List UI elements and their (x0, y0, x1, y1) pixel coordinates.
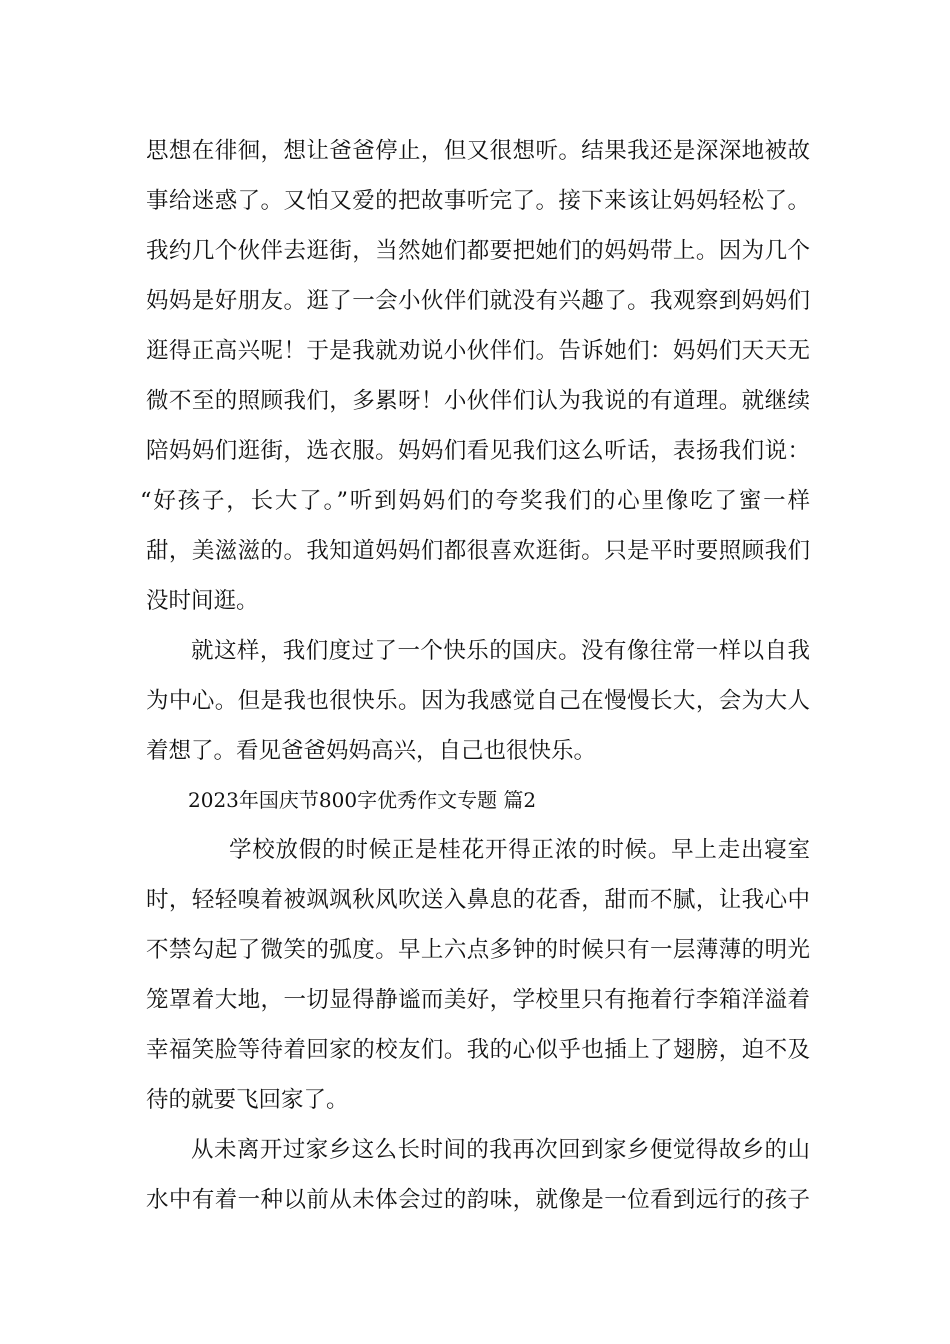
text-line: 微不至的照顾我们，多累呀！小伙伴们认为我说的有道理。就继续 (146, 388, 810, 414)
section-heading: 2023年国庆节800字优秀作文专题 篇2 (188, 788, 537, 812)
text-line: 待的就要飞回家了。 (146, 1087, 349, 1113)
paragraph-first-line: 从未离开过家乡这么长时间的我再次回到家乡便觉得故乡的山 (191, 1137, 810, 1163)
text-line: 妈妈是好朋友。逛了一会小伙伴们就没有兴趣了。我观察到妈妈们 (146, 288, 810, 314)
text-line: 水中有着一种以前从未体会过的韵味，就像是一位看到远行的孩子 (146, 1187, 810, 1213)
paragraph-first-line: 学校放假的时候正是桂花开得正浓的时候。早上走出寝室 (229, 837, 810, 863)
text-line: “好孩子，长大了。”听到妈妈们的夸奖我们的心里像吃了蜜一样 (140, 488, 810, 514)
text-line: 为中心。但是我也很快乐。因为我感觉自己在慢慢长大，会为大人 (146, 688, 810, 714)
text-line: 幸福笑脸等待着回家的校友们。我的心似乎也插上了翅膀，迫不及 (146, 1037, 810, 1063)
text-line: 思想在徘徊，想让爸爸停止，但又很想听。结果我还是深深地被故 (146, 138, 810, 164)
text-line: 笼罩着大地，一切显得静谧而美好，学校里只有拖着行李箱洋溢着 (146, 987, 810, 1013)
text-line: 没时间逛。 (146, 588, 259, 614)
text-line: 时，轻轻嗅着被飒飒秋风吹送入鼻息的花香，甜而不腻，让我心中 (146, 887, 810, 913)
text-line: 事给迷惑了。又怕又爱的把故事听完了。接下来该让妈妈轻松了。 (146, 188, 810, 214)
text-line: 不禁勾起了微笑的弧度。早上六点多钟的时候只有一层薄薄的明光 (146, 937, 810, 963)
paragraph-first-line: 就这样，我们度过了一个快乐的国庆。没有像往常一样以自我 (191, 638, 810, 664)
text-line: 着想了。看见爸爸妈妈高兴，自己也很快乐。 (146, 738, 597, 764)
text-line: 陪妈妈们逛街，选衣服。妈妈们看见我们这么听话，表扬我们说： (146, 438, 810, 464)
text-line: 我约几个伙伴去逛街，当然她们都要把她们的妈妈带上。因为几个 (146, 238, 810, 264)
text-line: 甜，美滋滋的。我知道妈妈们都很喜欢逛街。只是平时要照顾我们 (146, 538, 810, 564)
text-line: 逛得正高兴呢！于是我就劝说小伙伴们。告诉她们：妈妈们天天无 (146, 338, 810, 364)
